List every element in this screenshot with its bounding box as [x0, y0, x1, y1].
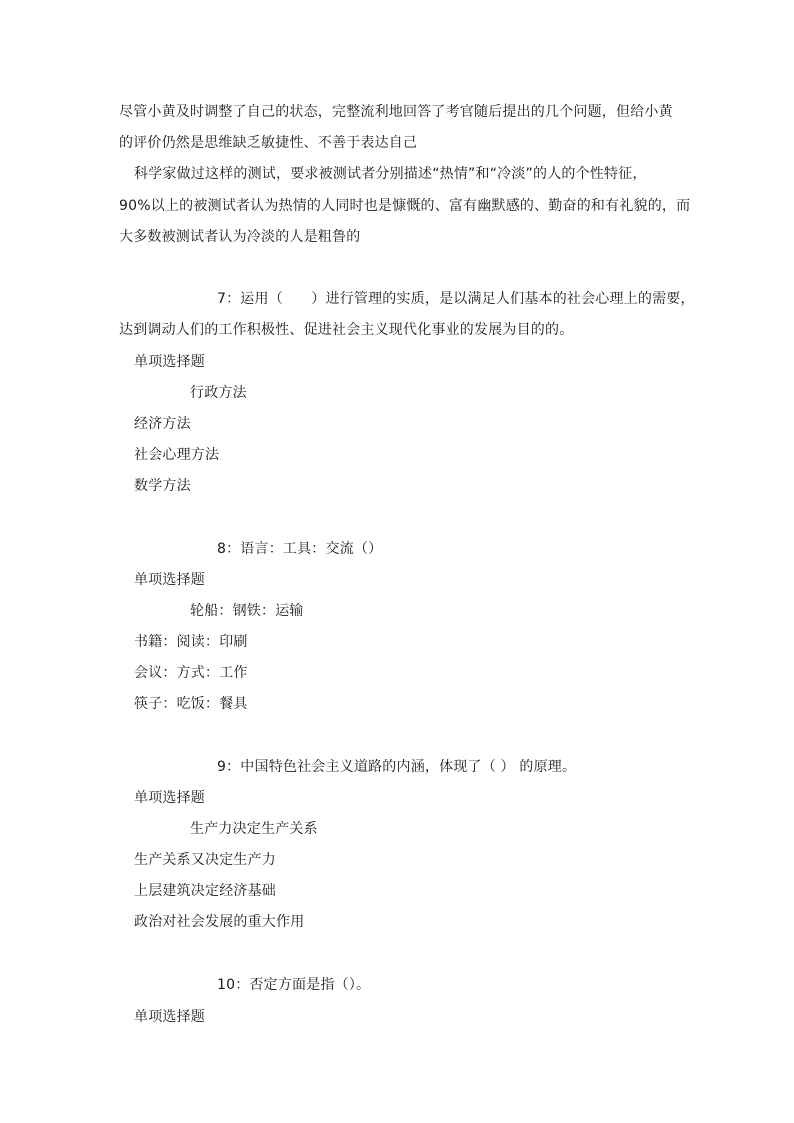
question-9-type: 单项选择题: [134, 790, 205, 806]
intro-line-3: 科学家做过这样的测试，要求被测试者分别描述“热情”和“冷淡”的人的个性特征，: [134, 166, 647, 182]
question-7-option-a: 行政方法: [190, 385, 247, 401]
intro-line-2: 的评价仍然是思维缺乏敏捷性、不善于表达自己: [119, 135, 418, 151]
question-9-option-b: 生产关系又决定生产力: [134, 852, 276, 868]
question-8-option-b: 书籍：阅读：印刷: [134, 634, 248, 650]
question-9-option-c: 上层建筑决定经济基础: [134, 883, 276, 899]
question-8-type: 单项选择题: [134, 572, 205, 588]
question-8-option-c: 会议：方式：工作: [134, 665, 248, 681]
question-7-option-b: 经济方法: [134, 416, 191, 432]
intro-line-5: 大多数被测试者认为冷淡的人是粗鲁的: [119, 229, 361, 245]
question-9-option-a: 生产力决定生产关系: [190, 821, 318, 837]
question-10-type: 单项选择题: [134, 1009, 205, 1025]
question-7-option-d: 数学方法: [134, 478, 191, 494]
intro-line-4: 90%以上的被测试者认为热情的人同时也是慷慨的、富有幽默感的、勤奋的和有礼貌的，而: [119, 198, 691, 214]
question-7-continuation: 达到调动人们的工作积极性、促进社会主义现代化事业的发展为目的的。: [119, 322, 574, 338]
question-7-type: 单项选择题: [134, 354, 205, 370]
question-8-option-a: 轮船：钢铁：运输: [190, 603, 304, 619]
question-7-option-c: 社会心理方法: [134, 447, 220, 463]
intro-line-1: 尽管小黄及时调整了自己的状态，完整流利地回答了考官随后提出的几个问题，但给小黄: [119, 104, 673, 120]
question-9-option-d: 政治对社会发展的重大作用: [134, 914, 305, 930]
question-8-title: 8：语言：工具：交流（）: [217, 541, 383, 557]
question-7-title: 7：运用（ ）进行管理的实质，是以满足人们基本的社会心理上的需要，: [217, 291, 695, 307]
question-8-option-d: 筷子：吃饭：餐具: [134, 696, 248, 712]
question-9-title: 9：中国特色社会主义道路的内涵，体现了（ ） 的原理。: [217, 759, 577, 775]
question-10-title: 10：否定方面是指（）。: [217, 977, 371, 993]
